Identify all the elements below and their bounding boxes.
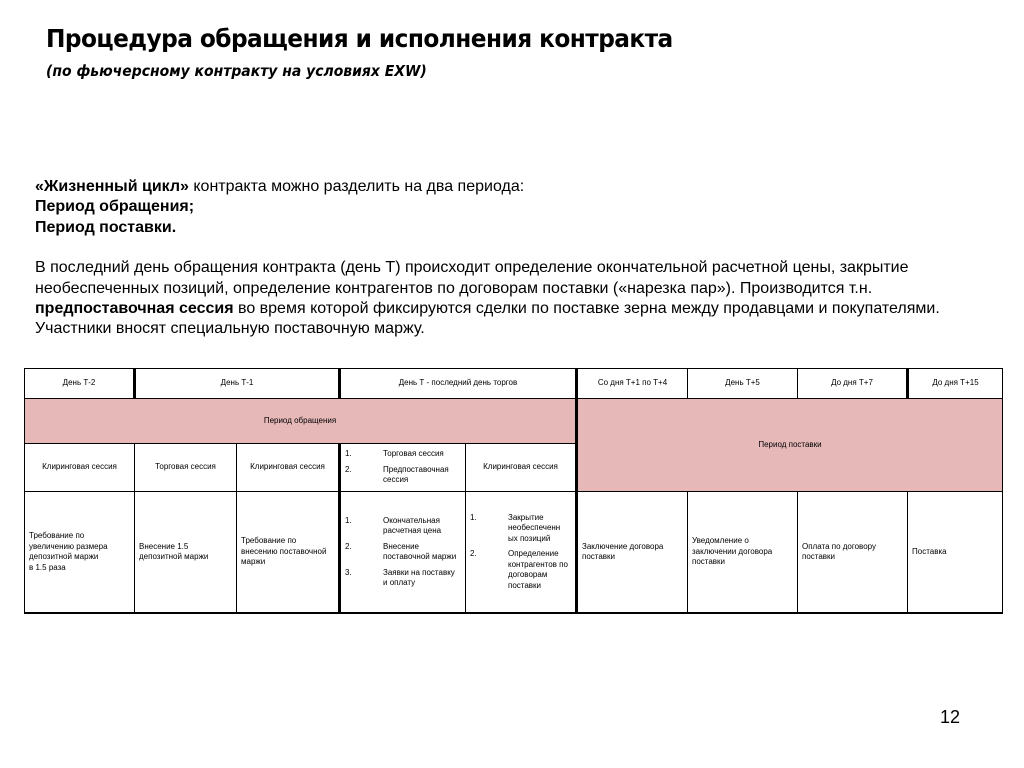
- header-day-t7: До дня Т+7: [798, 369, 908, 399]
- slide-number: 12: [940, 707, 961, 727]
- action-t-list-a: [340, 492, 466, 614]
- action-t1-requirement: Требование по внесению поставочной маржи: [237, 492, 340, 614]
- header-day-t: День Т - последний день торгов: [340, 369, 577, 399]
- intro-paragraph: В последний день обращения контракта (день Т) происходит определение окончательной расчетной цены, закрытие необеспеченных позиций, определение контрагентов по договорам поставки («нарезка пар»). Производится т.н. предпоставочная сессия во время которой фиксируются сделки по поставке зерна между продавцами и покупателями. Участники вносят специальную поставочную маржу.: [35, 259, 940, 338]
- action-t1-t4: Заключение договора поставки: [577, 492, 688, 614]
- slide-title: Процедура обращения и исполнения контракта: [46, 24, 673, 53]
- action-t-numbered-list-b: [470, 513, 571, 592]
- header-day-t15: До дня Т+15: [908, 369, 1003, 399]
- session-t-numbered-list: [345, 449, 461, 486]
- period-row: [25, 399, 1003, 444]
- delivery-period-cell: Период поставки: [577, 399, 1003, 492]
- header-day-t1-t4: Со дня Т+1 по Т+4: [577, 369, 688, 399]
- session-t1-clearing: Клиринговая сессия: [237, 444, 340, 492]
- circulation-period-cell: Период обращения: [25, 399, 577, 444]
- list-item: 1. Закрытие необеспеченн ых позиций: [470, 512, 561, 543]
- action-t2: Требование по увеличению размера депозитной маржи в 1.5 раза: [25, 492, 135, 614]
- header-day-t5: День Т+5: [688, 369, 798, 399]
- intro-line-1: [35, 177, 995, 197]
- period-delivery: Период поставки.: [35, 218, 177, 236]
- list-item: 1. Окончательная расчетная цена: [345, 515, 442, 535]
- action-t1-margin: Внесение 1.5 депозитной маржи: [135, 492, 237, 614]
- action-t15: Поставка: [908, 492, 1003, 614]
- action-t7: Оплата по договору поставки: [798, 492, 908, 614]
- session-t-clearing: Клиринговая сессия: [466, 444, 577, 492]
- header-day-t-2: День Т-2: [25, 369, 135, 399]
- period-circulation: Период обращения;: [35, 198, 195, 216]
- table-header-row: [25, 369, 1003, 399]
- session-t2-clearing: Клиринговая сессия: [25, 444, 135, 492]
- action-t5: Уведомление о заключении договора поставки: [688, 492, 798, 614]
- pre-delivery-session-term: предпоставочная сессия: [35, 300, 234, 318]
- contract-schedule-table: [24, 368, 1003, 614]
- session-t1-trading: Торговая сессия: [135, 444, 237, 492]
- list-item: 2. Предпоставочная сессия: [345, 464, 449, 485]
- list-item: 3. Заявки на поставку и оплату: [345, 567, 455, 587]
- session-t-list: [340, 444, 466, 492]
- actions-row: [25, 492, 1003, 614]
- intro-text: [35, 177, 995, 340]
- list-item: 1. Торговая сессия: [345, 449, 444, 459]
- slide-subtitle: (по фьючерсному контракту на условиях EXW): [46, 62, 427, 80]
- list-item: 2. Определение контрагентов по договорам поставки: [470, 549, 568, 590]
- action-t-list-b: [466, 492, 577, 614]
- action-t-numbered-list-a: [345, 516, 461, 589]
- list-item: 2. Внесение поставочной маржи: [345, 541, 457, 561]
- header-day-t-1: День Т-1: [135, 369, 340, 399]
- paragraph-gap: [35, 238, 995, 258]
- intro-line-1-rest: контракта можно разделить на два периода:: [188, 178, 525, 195]
- life-cycle-term: «Жизненный цикл»: [35, 178, 189, 195]
